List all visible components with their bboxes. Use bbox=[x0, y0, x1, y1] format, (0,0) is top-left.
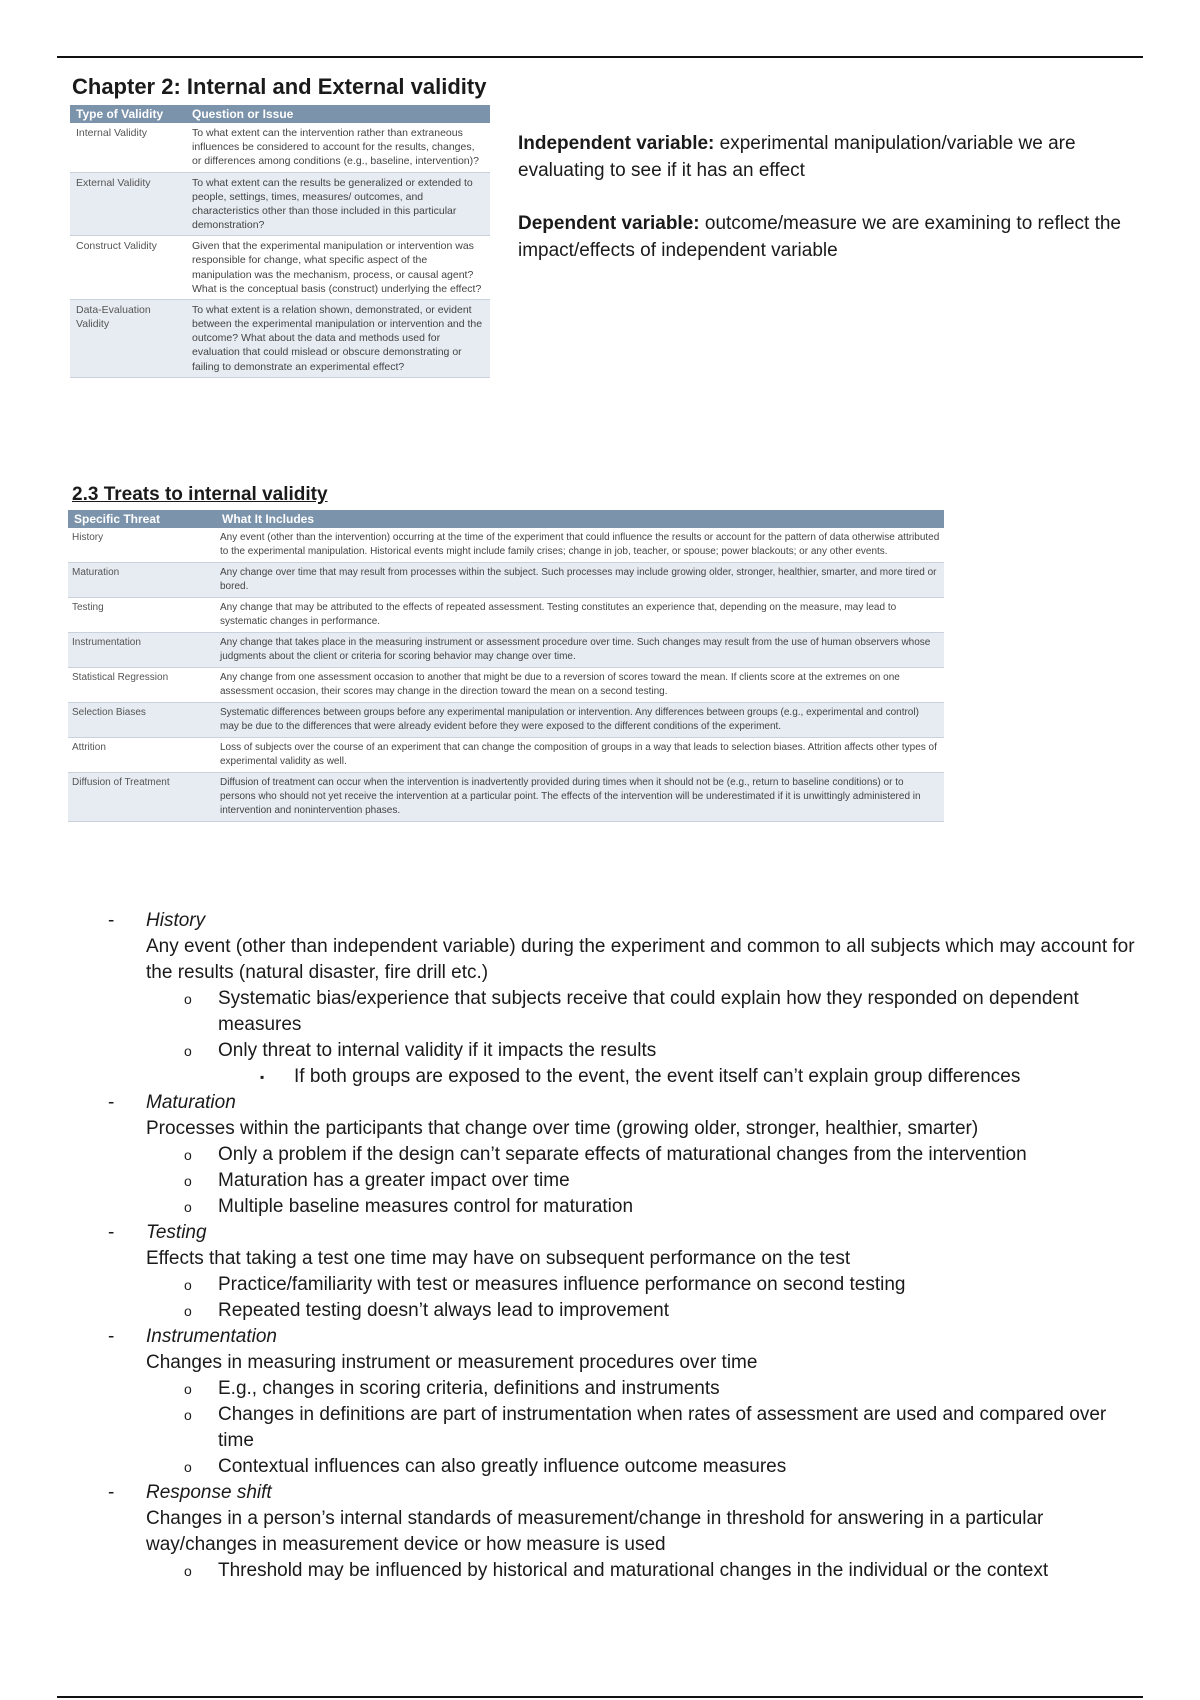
note-point: Only threat to internal validity if it impacts the results bbox=[218, 1040, 657, 1061]
dash-bullet: - bbox=[108, 910, 115, 931]
list-item bbox=[90, 1376, 1140, 1402]
validity-type: Internal Validity bbox=[70, 123, 186, 172]
threat-name: Testing bbox=[68, 598, 216, 633]
list-item bbox=[90, 908, 1140, 934]
threat-description: Any change over time that may result from processes within the subject. Such processes may include growing older, stronger, healthier, smarter, and more tired or bored. bbox=[216, 563, 944, 598]
circle-bullet: o bbox=[184, 991, 192, 1007]
definition-text: outcome/measure we are examining to reflect the impact/effects of independent variable bbox=[518, 213, 1121, 261]
list-item bbox=[90, 1272, 1140, 1298]
note-point: Repeated testing doesn’t always lead to improvement bbox=[218, 1300, 669, 1321]
note-point: Maturation has a greater impact over time bbox=[218, 1170, 570, 1191]
list-item bbox=[90, 1454, 1140, 1480]
list-item bbox=[90, 1142, 1140, 1168]
threat-description: Any change from one assessment occasion to another that might be due to a reversion of scores toward the mean. If clients score at the extremes on one assessment occasion, their scores may change in the direction toward the mean on a second testing. bbox=[216, 668, 944, 703]
note-title: Testing bbox=[146, 1222, 207, 1243]
definition-term: Independent variable: bbox=[518, 133, 715, 154]
threat-name: History bbox=[68, 528, 216, 563]
definition-dependent bbox=[518, 210, 1138, 264]
table-row bbox=[70, 236, 490, 300]
dash-bullet: - bbox=[108, 1092, 115, 1113]
definition-term: Dependent variable: bbox=[518, 213, 700, 234]
note-title: Instrumentation bbox=[146, 1326, 277, 1347]
list-item bbox=[90, 1402, 1140, 1454]
list-item bbox=[90, 1090, 1140, 1116]
circle-bullet: o bbox=[184, 1173, 192, 1189]
note-point: Practice/familiarity with test or measures influence performance on second testing bbox=[218, 1274, 906, 1295]
validity-question: To what extent can the results be generalized or extended to people, settings, times, measures/ outcomes, and characteristics other than those included in this particular demonstration? bbox=[186, 172, 490, 236]
note-title: Response shift bbox=[146, 1482, 272, 1503]
list-item bbox=[90, 1038, 1140, 1064]
circle-bullet: o bbox=[184, 1303, 192, 1319]
list-item bbox=[90, 1298, 1140, 1324]
square-bullet: ▪ bbox=[260, 1070, 265, 1084]
dash-bullet: - bbox=[108, 1326, 115, 1347]
table-row bbox=[70, 123, 490, 172]
list-item bbox=[90, 1480, 1140, 1506]
note-description: Any event (other than independent variable) during the experiment and common to all subjects which may account for the results (natural disaster, fire drill etc.) bbox=[146, 936, 1135, 983]
list-item bbox=[90, 1064, 1140, 1090]
table-row bbox=[70, 299, 490, 377]
threat-description: Any change that may be attributed to the effects of repeated assessment. Testing constitutes an experience that, depending on the measure, may lead to systematic changes in performance. bbox=[216, 598, 944, 633]
note-point: E.g., changes in scoring criteria, definitions and instruments bbox=[218, 1378, 720, 1399]
list-item bbox=[90, 1324, 1140, 1350]
note-description: Changes in measuring instrument or measurement procedures over time bbox=[146, 1352, 758, 1373]
circle-bullet: o bbox=[184, 1199, 192, 1215]
validity-header-type: Type of Validity bbox=[70, 105, 186, 123]
threats-header-includes: What It Includes bbox=[216, 510, 944, 528]
validity-type: External Validity bbox=[70, 172, 186, 236]
threat-description: Any event (other than the intervention) occurring at the time of the experiment that could influence the results or account for the pattern of data otherwise attributed to the experimental manipulation. Historical events might include family crises; change in job, teacher, or spouse; power blackouts; or any other events. bbox=[216, 528, 944, 563]
circle-bullet: o bbox=[184, 1043, 192, 1059]
chapter-title: Chapter 2: Internal and External validity bbox=[72, 74, 487, 99]
threat-name: Statistical Regression bbox=[68, 668, 216, 703]
threats-header-threat: Specific Threat bbox=[68, 510, 216, 528]
top-rule bbox=[57, 56, 1143, 58]
threat-name: Diffusion of Treatment bbox=[68, 773, 216, 822]
list-item bbox=[90, 1168, 1140, 1194]
note-description: Changes in a person’s internal standards of measurement/change in threshold for answering in a particular way/changes in measurement device or how measure is used bbox=[146, 1508, 1044, 1555]
note-description: Processes within the participants that change over time (growing older, stronger, healthier, smarter) bbox=[146, 1118, 979, 1139]
definition-independent bbox=[518, 130, 1138, 184]
threats-table bbox=[68, 510, 944, 822]
threat-description: Diffusion of treatment can occur when the intervention is inadvertently provided during times when it should not be (e.g., return to baseline conditions) or to persons who should not yet receive the intervention at a particular point. The effects of the intervention will be underestimated if it is unwittingly administered in intervention and nonintervention phases. bbox=[216, 773, 944, 822]
threat-description: Loss of subjects over the course of an experiment that can change the composition of groups in a way that leads to selection biases. Attrition affects other types of experimental validity as well. bbox=[216, 738, 944, 773]
validity-type: Data-Evaluation Validity bbox=[70, 299, 186, 377]
circle-bullet: o bbox=[184, 1407, 192, 1423]
threat-name: Instrumentation bbox=[68, 633, 216, 668]
note-point: Systematic bias/experience that subjects receive that could explain how they responded on dependent measures bbox=[218, 988, 1079, 1035]
threat-name: Maturation bbox=[68, 563, 216, 598]
bottom-rule bbox=[57, 1696, 1143, 1698]
table-row bbox=[68, 528, 944, 563]
validity-question: To what extent is a relation shown, demonstrated, or evident between the experimental manipulation or intervention and the outcome? What about the data and methods used for evaluation that could mislead or obscure demonstrating or failing to demonstrate an experimental effect? bbox=[186, 299, 490, 377]
table-row bbox=[68, 773, 944, 822]
table-row bbox=[68, 668, 944, 703]
note-point: Contextual influences can also greatly influence outcome measures bbox=[218, 1456, 787, 1477]
validity-question: To what extent can the intervention rather than extraneous influences be considered to account for the results, changes, or differences among conditions (e.g., baseline, intervention)? bbox=[186, 123, 490, 172]
note-subpoint: If both groups are exposed to the event, the event itself can’t explain group differences bbox=[294, 1066, 1021, 1087]
section-title: 2.3 Treats to internal validity bbox=[72, 484, 328, 505]
note-title: History bbox=[146, 910, 206, 931]
circle-bullet: o bbox=[184, 1381, 192, 1397]
table-row bbox=[68, 563, 944, 598]
validity-type: Construct Validity bbox=[70, 236, 186, 300]
table-row bbox=[68, 633, 944, 668]
list-item bbox=[90, 1194, 1140, 1220]
note-point: Only a problem if the design can’t separate effects of maturational changes from the intervention bbox=[218, 1144, 1027, 1165]
definition-text: experimental manipulation/variable we are evaluating to see if it has an effect bbox=[518, 133, 1076, 181]
note-point: Changes in definitions are part of instrumentation when rates of assessment are used and compared over time bbox=[218, 1404, 1107, 1451]
table-row bbox=[70, 172, 490, 236]
circle-bullet: o bbox=[184, 1563, 192, 1579]
note-title: Maturation bbox=[146, 1092, 236, 1113]
validity-table bbox=[70, 105, 490, 378]
dash-bullet: - bbox=[108, 1482, 115, 1503]
threat-name: Attrition bbox=[68, 738, 216, 773]
validity-header-question: Question or Issue bbox=[186, 105, 490, 123]
note-point: Multiple baseline measures control for maturation bbox=[218, 1196, 634, 1217]
validity-question: Given that the experimental manipulation or intervention was responsible for change, what specific aspect of the manipulation was the mechanism, process, or causal agent? What is the conceptual basis (construct) underlying the effect? bbox=[186, 236, 490, 300]
list-item bbox=[90, 986, 1140, 1038]
circle-bullet: o bbox=[184, 1459, 192, 1475]
circle-bullet: o bbox=[184, 1277, 192, 1293]
circle-bullet: o bbox=[184, 1147, 192, 1163]
list-item bbox=[90, 1220, 1140, 1246]
dash-bullet: - bbox=[108, 1222, 115, 1243]
threat-description: Systematic differences between groups before any experimental manipulation or intervention. Any differences between groups (e.g., experimental and control) may be due to the differences that were already evident before they were exposed to the different conditions of the experiment. bbox=[216, 703, 944, 738]
threat-name: Selection Biases bbox=[68, 703, 216, 738]
table-row bbox=[68, 738, 944, 773]
note-description: Effects that taking a test one time may have on subsequent performance on the test bbox=[146, 1248, 851, 1269]
note-point: Threshold may be influenced by historical and maturational changes in the individual or the context bbox=[218, 1560, 1049, 1581]
table-row bbox=[68, 703, 944, 738]
threat-description: Any change that takes place in the measuring instrument or assessment procedure over time. Such changes may result from the use of human observers whose judgments about the client or criteria for scoring behavior may change over time. bbox=[216, 633, 944, 668]
variable-definitions bbox=[518, 130, 1138, 290]
list-item bbox=[90, 1558, 1140, 1584]
table-row bbox=[68, 598, 944, 633]
threat-notes bbox=[90, 908, 1140, 1584]
